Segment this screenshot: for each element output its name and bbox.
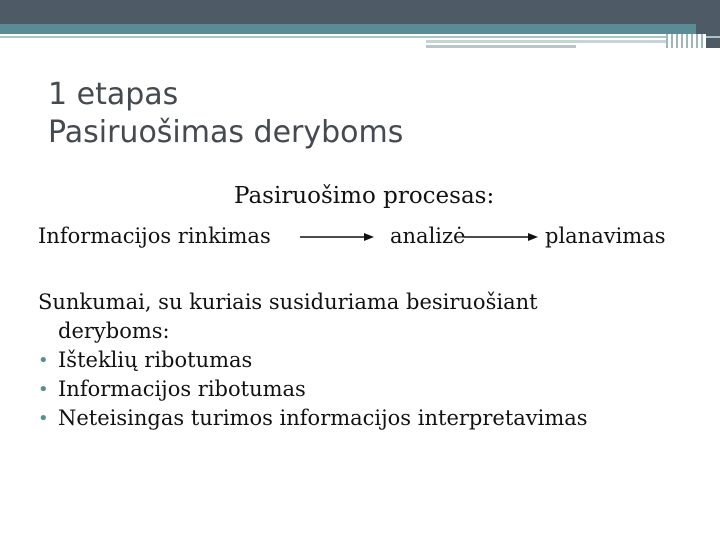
list-item <box>38 346 698 375</box>
list-item <box>38 404 698 433</box>
bullet-icon: • <box>38 408 49 429</box>
difficulties-intro: Sunkumai, su kuriais susiduriama besiruošiant <box>38 290 538 314</box>
header-band-line <box>426 45 576 48</box>
process-heading: Pasiruošimo procesas: <box>234 183 495 209</box>
list-item <box>38 375 698 404</box>
list-item-text: Informacijos ribotumas <box>58 377 306 401</box>
header-band-line <box>426 40 666 43</box>
bullet-icon: • <box>38 350 49 371</box>
right-arrow-icon <box>464 230 538 244</box>
slide-title-line1: 1 etapas <box>48 77 179 112</box>
difficulties-list <box>38 346 698 433</box>
list-item-text: Išteklių ribotumas <box>58 348 253 372</box>
header-band-line <box>0 36 720 38</box>
right-arrow-icon <box>300 230 374 244</box>
header-band-teal <box>0 24 720 34</box>
decorative-header-band <box>0 0 720 48</box>
list-item-text: Neteisingas turimos informacijos interpretavimas <box>58 406 588 430</box>
process-step-3: planavimas <box>545 224 666 248</box>
process-step-2: analizė <box>390 224 466 248</box>
process-step-1: Informacijos rinkimas <box>38 224 271 248</box>
header-band-dark <box>0 0 720 24</box>
difficulties-intro-continued: deryboms: <box>58 319 170 343</box>
slide-title <box>48 76 403 152</box>
bullet-icon: • <box>38 379 49 400</box>
difficulties-block <box>38 288 698 433</box>
header-band-stripes <box>666 34 706 48</box>
slide-title-line2: Pasiruošimas deryboms <box>48 115 404 150</box>
